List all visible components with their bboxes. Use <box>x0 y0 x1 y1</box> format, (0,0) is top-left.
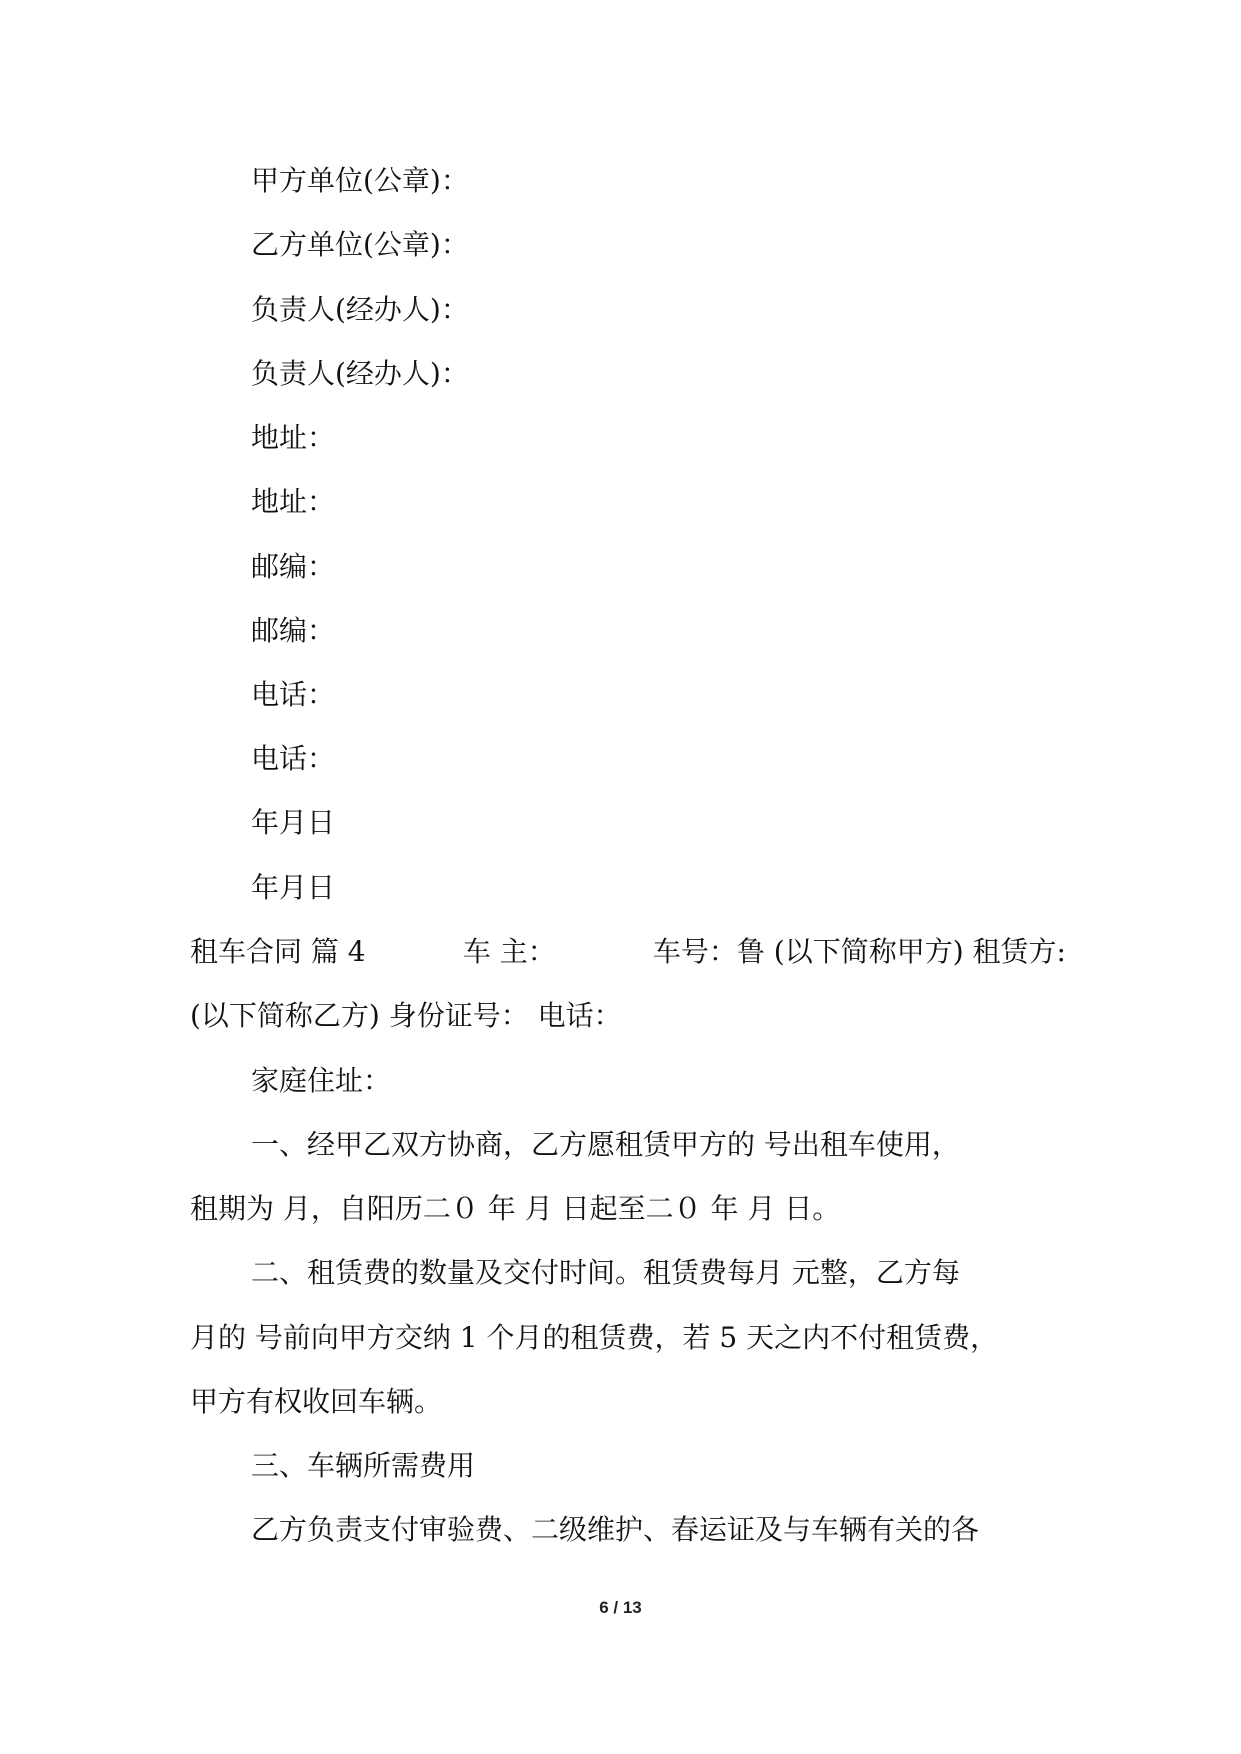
contract-title: 租车合同 篇 4 <box>190 935 366 968</box>
page-number: 6 / 13 <box>599 1598 642 1617</box>
clause-3-title: 三、车辆所需费用 <box>251 1449 476 1482</box>
car-owner-label: 车 主： <box>462 935 556 968</box>
party-b-address-label: 地址： <box>251 485 336 518</box>
plate-and-lessee-label: 车号：鲁 (以下简称甲方) 租赁方: <box>652 935 1066 968</box>
clause-3-line-1: 乙方负责支付审验费、二级维护、春运证及与车辆有关的各 <box>251 1513 980 1546</box>
party-a-date-label: 年月日 <box>251 806 336 839</box>
party-b-phone-label: 电话： <box>251 742 336 775</box>
clause-2-line-2: 月的 号前向甲方交纳 1 个月的租赁费，若 5 天之内不付租赁费， <box>190 1321 999 1354</box>
party-a-postcode-label: 邮编： <box>251 550 336 583</box>
party-b-postcode-label: 邮编： <box>251 614 336 647</box>
party-b-representative-label: 负责人(经办人)： <box>251 357 469 390</box>
clause-1-line-2: 租期为 月，自阳历二０ 年 月 日起至二０ 年 月 日。 <box>190 1192 841 1225</box>
clause-1-line-1: 一、经甲乙双方协商，乙方愿租赁甲方的 号出租车使用， <box>251 1128 960 1161</box>
party-b-unit-seal-label: 乙方单位(公章)： <box>251 228 469 261</box>
party-a-phone-label: 电话： <box>251 678 336 711</box>
party-a-unit-seal-label: 甲方单位(公章)： <box>251 164 469 197</box>
home-address-label: 家庭住址： <box>251 1064 392 1097</box>
clause-2-line-1: 二、租赁费的数量及交付时间。租赁费每月 元整，乙方每 <box>251 1256 960 1289</box>
party-a-address-label: 地址： <box>251 421 336 454</box>
party-a-representative-label: 负责人(经办人)： <box>251 293 469 326</box>
party-b-date-label: 年月日 <box>251 871 336 904</box>
contract-header-line <box>190 934 1066 970</box>
lessee-id-phone-line: (以下简称乙方) 身份证号： 电话： <box>190 999 622 1032</box>
clause-2-line-3: 甲方有权收回车辆。 <box>190 1385 443 1418</box>
